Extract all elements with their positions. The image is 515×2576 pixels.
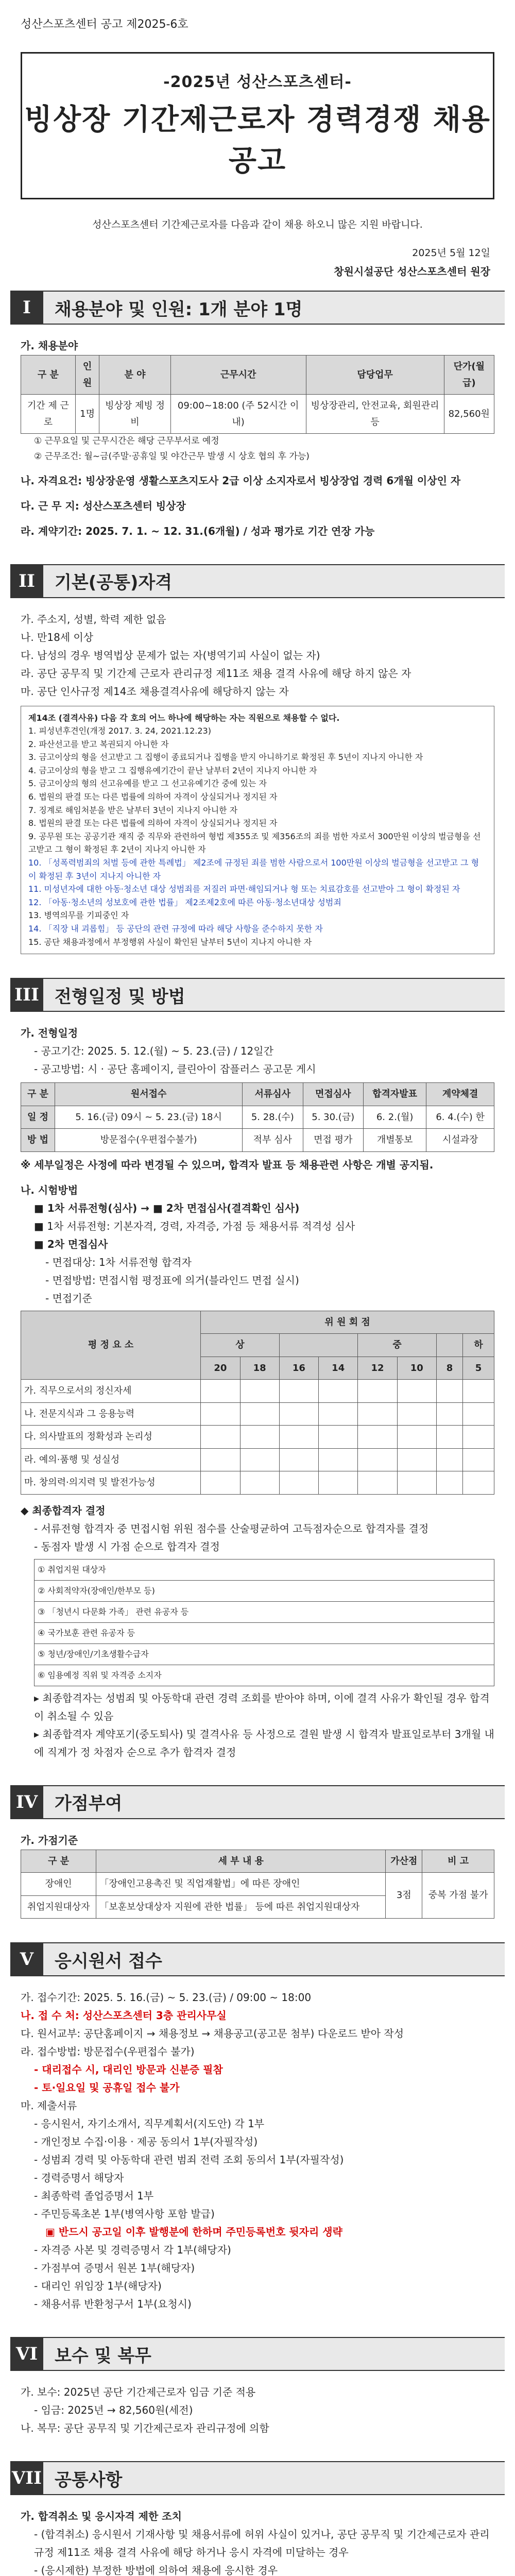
box-line: 8. 법원의 판결 또는 다른 법률에 의하여 자격이 상실되거나 정지된 자 <box>28 818 278 828</box>
cell: 6. 2.(월) <box>363 1106 426 1129</box>
cell: 중복 가점 불가 <box>422 1873 494 1919</box>
score-header: 18 <box>240 1357 279 1380</box>
box-line: 3. 금고이상의 형을 선고받고 그 집행이 종료되거나 집행을 받지 아니하기로 확정된 후 5년이 지나지 아니한 자 <box>28 752 423 762</box>
section-number: IV <box>10 1786 43 1818</box>
line: - 성범죄 경력 및 아동학대 관련 범죄 전력 조회 동의서 1부(자필작성) <box>34 2154 344 2166</box>
grade-header: 하 <box>463 1334 494 1357</box>
schedule-warning: ※ 세부일정은 사정에 따라 변경될 수 있으며, 합격자 발표 등 채용관련 사항은 개별 공지됨. <box>21 1158 434 1171</box>
list-item: 라. 공단 공무직 및 기간제 근로자 관리규정 제11조 채용 결격 사유에 해당 하지 않은 자 <box>21 667 411 680</box>
cell: 5. 16.(금) 09시 ~ 5. 23.(금) 18시 <box>55 1106 243 1129</box>
col-header: 구 분 <box>21 1850 96 1873</box>
cell: 개별통보 <box>363 1129 426 1152</box>
list-item: 마. 공단 인사규정 제14조 채용결격사유에 해당하지 않는 자 <box>21 685 289 698</box>
criterion: 마. 창의력·의지력 및 발전가능성 <box>21 1471 201 1495</box>
col-header: 구 분 <box>21 355 76 395</box>
section-3-header <box>10 978 505 1012</box>
section-7-body <box>21 2507 494 2576</box>
page-title: 빙상장 기간제근로자 경력경쟁 채용공고 <box>24 103 491 178</box>
col-header: 분 야 <box>99 355 170 395</box>
table-row <box>21 395 494 434</box>
cell: 장애인 <box>21 1873 96 1896</box>
cell: 1명 <box>75 395 99 434</box>
line: - 주민등록초본 1부(병역사항 포함 발급) <box>34 2208 215 2221</box>
section-number: VII <box>10 2462 43 2494</box>
line: - 서류전형 합격자 중 면접시험 위원 점수를 산술평균하여 고득점자순으로 합격자를 결정 <box>34 1522 429 1535</box>
box-line: 11. 미성년자에 대한 아동·청소년 대상 성범죄를 저질러 파면·해임되거나 형 또는 치료감호를 선고받아 그 형이 확정된 자 <box>28 884 460 894</box>
criterion: 다. 의사발표의 정확성과 논리성 <box>21 1426 201 1449</box>
note: ② 근무조건: 월~금(주말·공휴일 및 야간근무 발생 시 상호 협의 후 가능) <box>34 451 310 462</box>
section-number: V <box>10 1943 43 1975</box>
cell: ② 사회적약자(장애인/한부모 등) <box>35 1580 494 1601</box>
box-line: 10. 「성폭력범죄의 처벌 등에 관한 특례법」 제2조에 규정된 죄를 범한 사람으로서 100만원 이상의 벌금형을 선고받고 그 형이 확정된 후 3년이 지나지 아니한 자 <box>28 858 479 881</box>
line: 가. 합격취소 및 응시자격 제한 조치 <box>21 2510 182 2523</box>
line: - 동점자 발생 시 가점 순으로 합격자 결정 <box>34 1540 220 1553</box>
line: 나. 복무: 공단 공무직 및 기간제근로자 관리규정에 의함 <box>21 2422 269 2435</box>
cell: 빙상장관리, 안전교육, 회원관리 등 <box>306 395 444 434</box>
score-header: 12 <box>358 1357 397 1380</box>
box-line: 제14조 (결격사유) 다음 각 호의 어느 하나에 해당하는 자는 직원으로 채용할 수 없다. <box>28 713 340 723</box>
section-1-header <box>10 291 505 325</box>
intro-text: 성산스포츠센터 기간제근로자를 다음과 같이 채용 하오니 많은 지원 바랍니다. <box>92 219 423 230</box>
section-5-header <box>10 1942 505 1976</box>
interview-criteria-table <box>21 1311 494 1495</box>
issuer: 창원시설공단 성산스포츠센터 원장 <box>334 265 490 278</box>
score-header: 8 <box>436 1357 462 1380</box>
box-line: 5. 금고이상의 형의 선고유예를 받고 그 선고유예기간 중에 있는 자 <box>28 778 267 789</box>
section-2-header <box>10 564 505 598</box>
grade-header: 상 <box>201 1334 280 1357</box>
col-header: 근무시간 <box>170 355 306 395</box>
cell: ③ 「청년시 다문화 가족」 관련 유공자 등 <box>35 1601 494 1622</box>
recruit-table <box>21 355 494 434</box>
line: - 토·일요일 및 공휴일 접수 불가 <box>34 2081 180 2094</box>
cell: 취업지원대상자 <box>21 1895 96 1919</box>
schedule-table <box>21 1082 494 1152</box>
col-header: 서류심사 <box>243 1083 303 1106</box>
section-number: VI <box>10 2338 43 2370</box>
cell: 82,560원 <box>444 395 494 434</box>
score-header: 14 <box>319 1357 358 1380</box>
cell: 「장애인고용촉진 및 직업재활법」에 따른 장애인 <box>96 1873 386 1896</box>
col-header: 원서접수 <box>55 1083 243 1106</box>
sub-heading: 가. 채용분야 <box>21 340 78 352</box>
row-header: 방 법 <box>21 1129 55 1152</box>
section-title: 채용분야 및 인원: 1개 분야 1명 <box>55 299 303 320</box>
col-header: 비 고 <box>422 1850 494 1873</box>
line: 나. 접 수 처: 성산스포츠센터 3층 관리사무실 <box>21 2009 227 2022</box>
line: 마. 제출서류 <box>21 2099 77 2112</box>
line: 가. 접수기간: 2025. 5. 16.(금) ~ 5. 23.(금) / 09:00 ~ 18:00 <box>21 1991 312 2004</box>
sub-heading: ◆ 최종합격자 결정 <box>21 1504 106 1517</box>
section-6-body <box>21 2383 494 2437</box>
section-title: 기본(공통)자격 <box>55 572 173 593</box>
col-header: 인원 <box>75 355 99 395</box>
list-item: 나. 만18세 이상 <box>21 631 94 643</box>
section-5-body <box>21 1989 494 2313</box>
line: - 최종학력 졸업증명서 1부 <box>34 2190 154 2202</box>
line: ■ 2차 면접심사 <box>34 1238 108 1250</box>
score-header: 10 <box>397 1357 436 1380</box>
col-header: 담당업무 <box>306 355 444 395</box>
line: - 가점부여 증명서 원본 1부(해당자) <box>34 2262 195 2275</box>
line: ▣ 반드시 공고일 이후 발행분에 한하며 주민등록번호 뒷자리 생략 <box>45 2226 342 2239</box>
score-header: 5 <box>463 1357 494 1380</box>
cell: 6. 4.(수) 한 <box>426 1106 494 1129</box>
box-line: 2. 파산선고를 받고 복권되지 아니한 자 <box>28 739 169 749</box>
section-title: 가점부여 <box>55 1793 123 1815</box>
notice-date: 2025년 5월 12일 <box>412 247 490 259</box>
sub-heading: 나. 시험방법 <box>21 1183 78 1196</box>
cell: ① 취업지원 대상자 <box>35 1559 494 1580</box>
table-row <box>35 1559 494 1580</box>
line: ■ 1차 서류전형(심사) → ■ 2차 면접심사(결격확인 심사) <box>34 1201 300 1214</box>
section-number: III <box>10 979 43 1011</box>
title-sub: -2025년 성산스포츠센터- <box>163 73 352 91</box>
cell: 적부 심사 <box>243 1129 303 1152</box>
col-header: 면접심사 <box>303 1083 363 1106</box>
col-header: 세 부 내 용 <box>96 1850 386 1873</box>
section-4-body <box>21 1832 494 1919</box>
line: 가. 보수: 2025년 공단 기간제근로자 임금 기준 적용 <box>21 2386 256 2399</box>
line: - (합격취소) 응시원서 기재사항 및 채용서류에 허위 사실이 있거나, 공단 공무직 및 기간제근로자 관리규정 제11조 채용 결격 사유에 해당 하거나 응시 자격에 미달하는 경우 <box>34 2528 490 2559</box>
criterion: 라. 예의·품행 및 성실성 <box>21 1448 201 1471</box>
box-line: 7. 징계로 해임처분을 받은 날부터 3년이 지나지 아니한 자 <box>28 805 238 815</box>
col-header: 가산점 <box>386 1850 422 1873</box>
line: - 면접대상: 1차 서류전형 합격자 <box>45 1256 192 1268</box>
box-line: 9. 공무원 또는 공공기관 재직 중 직무와 관련하여 형법 제355조 및 제356조의 죄를 범한 자로서 300만원 이상의 벌금형을 선고받고 그 형이 확정된 후 2년이 지나지 아니한 자 <box>28 831 481 855</box>
cell: ⑥ 임용예정 직위 및 자격증 소지자 <box>35 1665 494 1686</box>
cell: 빙상장 제빙 정비 <box>99 395 170 434</box>
box-line: 13. 병역의무를 기피중인 자 <box>28 910 129 921</box>
line: - 채용서류 반환청구서 1부(요청시) <box>34 2298 192 2311</box>
qualification: 나. 자격요건: 빙상장운영 생활스포츠지도사 2급 이상 소지자로서 빙상장업 경력 6개월 이상인 자 <box>21 474 461 487</box>
section-2-body <box>21 611 494 955</box>
box-line: 15. 공단 채용과정에서 부정행위 사실이 확인된 날부터 5년이 지나지 아니한 자 <box>28 937 312 947</box>
cell: 5. 30.(금) <box>303 1106 363 1129</box>
line: - 자격증 사본 및 경력증명서 각 1부(해당자) <box>34 2244 231 2257</box>
line: ▸ 최종합격자 계약포기(중도퇴사) 및 결격사유 등 사정으로 결원 발생 시 합격자 발표일로부터 3개월 내에 직계가 정 차점자 순으로 추가 합격자 결정 <box>34 1727 494 1758</box>
sub-heading: 가. 전형일정 <box>21 1027 78 1040</box>
box-line: 12. 「아동·청소년의 성보호에 관한 법률」 제2조제2호에 따른 아동·청소년대상 성범죄 <box>28 897 341 907</box>
col-header: 단가(월급) <box>444 355 494 395</box>
cell: 09:00~18:00 (주 52시간 이내) <box>170 395 306 434</box>
section-4-header <box>10 1785 505 1819</box>
workplace: 다. 근 무 지: 성산스포츠센터 빙상장 <box>21 499 186 512</box>
line: - 개인정보 수집·이용 · 제공 동의서 1부(자필작성) <box>34 2136 258 2148</box>
section-1-body <box>21 337 494 540</box>
criterion: 나. 전문지식과 그 응용능력 <box>21 1402 201 1426</box>
table-row <box>35 1580 494 1601</box>
list-item: 가. 주소지, 성별, 학력 제한 없음 <box>21 613 166 625</box>
section-title: 공통사항 <box>55 2469 123 2490</box>
col-header: 합격자발표 <box>363 1083 426 1106</box>
table-row <box>21 1426 494 1449</box>
sub-heading: 가. 가점기준 <box>21 1834 78 1846</box>
cell: 시설과장 <box>426 1129 494 1152</box>
line: - 공고기간: 2025. 5. 12.(월) ~ 5. 23.(금) / 12일간 <box>34 1045 273 1058</box>
table-row <box>35 1601 494 1622</box>
table-row <box>21 1129 494 1152</box>
title-box <box>21 52 494 199</box>
grade-header <box>279 1334 358 1357</box>
cell: ④ 국가보훈 관련 유공자 등 <box>35 1622 494 1643</box>
table-row <box>35 1622 494 1643</box>
line: - 면접기준 <box>45 1292 92 1304</box>
grade-header <box>436 1334 462 1357</box>
cell: ⑤ 청년/장애인/기초생활수급자 <box>35 1643 494 1665</box>
table-row <box>21 1380 494 1403</box>
row-header: 일 정 <box>21 1106 55 1129</box>
section-number: I <box>10 292 43 324</box>
line: - 응시원서, 자기소개서, 직무계획서(지도안) 각 1부 <box>34 2117 265 2130</box>
cell: 방문접수(우편접수불가) <box>55 1129 243 1152</box>
line: - 대리접수 시, 대리인 방문과 신분증 필참 <box>34 2063 223 2076</box>
contract-period: 라. 계약기간: 2025. 7. 1. ~ 12. 31.(6개월) / 성과 평가로 기간 연장 가능 <box>21 524 375 537</box>
score-header: 16 <box>279 1357 318 1380</box>
section-title: 보수 및 복무 <box>55 2345 151 2366</box>
col-header: 계약체결 <box>426 1083 494 1106</box>
box-line: 4. 금고이상의 형을 받고 그 집행유예기간이 끝난 날부터 2년이 지나지 아니한 자 <box>28 765 317 775</box>
bonus-table <box>21 1850 494 1919</box>
table-row <box>21 1471 494 1495</box>
box-line: 6. 법원의 판결 또는 다른 법률에 의하여 자격이 상실되거나 정지된 자 <box>28 792 278 802</box>
col-header: 구 분 <box>21 1083 55 1106</box>
col-header: 위 원 회 점 <box>201 1311 494 1334</box>
line: ▸ 최종합격자는 성범죄 및 아동학대 관련 경력 조회를 받아야 하며, 이에 결격 사유가 확인될 경우 합격이 취소될 수 있음 <box>34 1691 490 1722</box>
line: 다. 원서교부: 공단홈페이지 → 채용정보 → 채용공고(공고문 첨부) 다운로드 받아 작성 <box>21 2027 404 2040</box>
cell: 기간 제 근로 <box>21 395 76 434</box>
line: - 면접방법: 면접시험 평정표에 의거(블라인드 면접 실시) <box>45 1274 299 1286</box>
table-row <box>21 1106 494 1129</box>
criterion: 가. 직무으로서의 정신자세 <box>21 1380 201 1403</box>
cell: 「보훈보상대상자 지원에 관한 법률」 등에 따른 취업지원대상자 <box>96 1895 386 1919</box>
bonus-priority-table <box>34 1559 494 1686</box>
table-row <box>21 1402 494 1426</box>
table-row <box>35 1643 494 1665</box>
cell: 5. 28.(수) <box>243 1106 303 1129</box>
table-row <box>21 1873 494 1896</box>
section-7-header <box>10 2461 505 2495</box>
grade-header: 중 <box>358 1334 437 1357</box>
section-6-header <box>10 2337 505 2371</box>
line: ■ 1차 서류전형: 기본자격, 경력, 자격증, 가점 등 채용서류 적격성 심사 <box>34 1219 355 1232</box>
line: - 경력증명서 해당자 <box>34 2172 124 2184</box>
line: 라. 접수방법: 방문접수(우편접수 불가) <box>21 2045 195 2058</box>
line: - 임금: 2025년 → 82,560원(세전) <box>34 2404 193 2417</box>
cell: 3점 <box>386 1873 422 1919</box>
section-3-body <box>21 1024 494 1761</box>
line: - 공고방법: 시 · 공단 홈페이지, 클린아이 잡플러스 공고문 게시 <box>34 1063 316 1076</box>
table-row <box>21 1448 494 1471</box>
line: - (응시제한) 부정한 방법에 의하여 채용에 응시한 경우 <box>34 2564 278 2576</box>
section-title: 응시원서 접수 <box>55 1951 162 1972</box>
section-title: 전형일정 및 방법 <box>55 986 185 1007</box>
col-header: 평 정 요 소 <box>21 1311 201 1380</box>
list-item: 다. 남성의 경우 병역법상 문제가 없는 자(병역기피 사실이 없는 자) <box>21 649 320 662</box>
notice-number: 성산스포츠센터 공고 제2025-6호 <box>21 18 188 31</box>
box-line: 1. 피성년후견인(개정 2017. 3. 24, 2021.12.23) <box>28 726 211 736</box>
section-number: II <box>10 565 43 597</box>
note: ① 근무요일 및 근무시간은 해당 근무부서로 예정 <box>34 436 219 446</box>
line: - 대리인 위임장 1부(해당자) <box>34 2280 162 2293</box>
cell: 면접 평가 <box>303 1129 363 1152</box>
table-row <box>35 1665 494 1686</box>
disqualification-box <box>21 706 494 955</box>
score-header: 20 <box>201 1357 240 1380</box>
box-line: 14. 「직장 내 괴롭힘」 등 공단의 관련 규정에 따라 해당 사항을 준수하지 못한 자 <box>28 924 323 934</box>
